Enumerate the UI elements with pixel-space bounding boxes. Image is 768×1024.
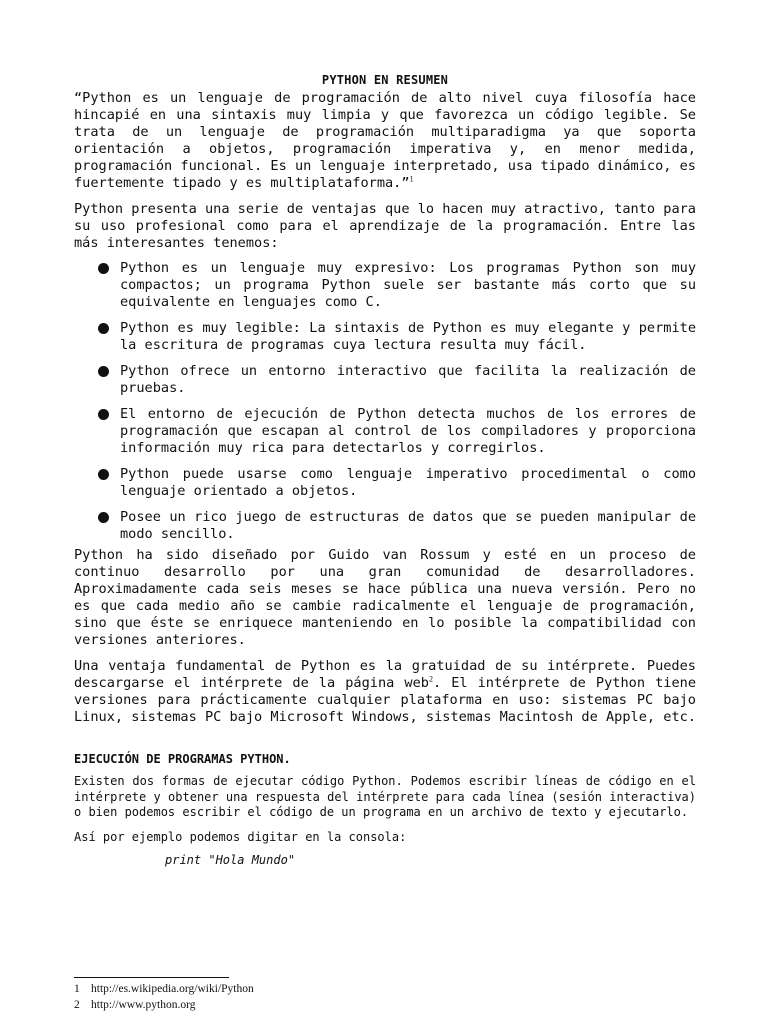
list-item-text: Python es muy legible: La sintaxis de Python es muy elegante y permite la escritura de programas cuya lectura resulta muy fácil.	[120, 320, 696, 353]
footnote-number: 2	[74, 998, 80, 1011]
bullet-icon	[98, 323, 109, 334]
bullet-icon	[98, 409, 109, 420]
list-item-text: El entorno de ejecución de Python detecta muchos de los errores de programación que escapan al control de los compiladores y proporciona información muy rica para detectarlos y corregirlos.	[120, 406, 696, 456]
bullet-icon	[98, 512, 109, 523]
page-title: PYTHON EN RESUMEN	[321, 73, 449, 87]
code-example: print "Hola Mundo"	[165, 853, 296, 867]
bullet-icon	[98, 366, 109, 377]
execution-paragraph: Existen dos formas de ejecutar código Python. Podemos escribir líneas de código en el intérprete y obtener una respuesta del intérprete para cada línea (sesión interactiva) o bien podemos escribir el código de un programa en un archivo de texto y ejecutarlo.	[74, 774, 696, 819]
list-item	[74, 260, 696, 311]
footnotes	[74, 982, 254, 1013]
list-item	[74, 509, 696, 543]
list-item-text: Posee un rico juego de estructuras de datos que se pueden manipular de modo sencillo.	[120, 509, 696, 542]
bullet-icon	[98, 263, 109, 274]
list-item	[74, 406, 696, 457]
list-item	[74, 466, 696, 500]
footnote-link-1: http://es.wikipedia.org/wiki/Python	[91, 983, 254, 995]
footnote-number: 1	[74, 983, 80, 995]
free-interpreter-paragraph	[74, 658, 696, 726]
advantages-intro-paragraph: Python presenta una serie de ventajas que lo hacen muy atractivo, tanto para su uso profesional como para el aprendizaje de la programación. Entre las más interesantes tenemos:	[74, 201, 696, 251]
footnote-1	[74, 982, 254, 998]
document-body	[74, 72, 696, 868]
free-paragraph-text-2: . El intérprete de Python tiene versiones para prácticamente cualquier plataforma en uso: sistemas PC bajo Linux, sistemas PC bajo Microsoft Windows, sistemas Macintosh de Apple, etc.	[74, 675, 697, 725]
section-heading: EJECUCIÓN DE PROGRAMAS PYTHON.	[74, 752, 291, 766]
footnote-link-2: http://www.python.org	[91, 998, 196, 1011]
list-item-text: Python es un lenguaje muy expresivo: Los programas Python son muy compactos; un programa Python suele ser bastante más corto que su equivalente en lenguajes como C.	[120, 260, 696, 310]
list-item	[74, 363, 696, 397]
list-item-text: Python puede usarse como lenguaje imperativo procedimental o como lenguaje orientado a objetos.	[120, 466, 696, 499]
footnote-divider	[74, 977, 229, 978]
history-paragraph: Python ha sido diseñado por Guido van Rossum y esté en un proceso de continuo desarrollo por una gran comunidad de desarrolladores. Aproximadamente cada seis meses se hace pública una nueva versión. Pero no es que cada medio año se cambie radicalmente el lenguaje de programación, sino que éste se enriquece manteniendo en lo posible la compatibilidad con versiones anteriores.	[74, 547, 696, 648]
intro-quote-text: “Python es un lenguaje de programación de alto nivel cuya filosofía hace hincapié en una sintaxis muy limpia y que favorezca un código legible. Se trata de un lenguaje de programación multiparadigma ya que soporta orientación a objetos, programación imperativa y, en menor medida, programación funcional. Es un lenguaje interpretado, usa tipado dinámico, es fuertemente tipado y es multiplataforma.”	[74, 90, 696, 191]
free-paragraph-text-1: Una ventaja fundamental de Python es la gratuidad de su intérprete. Puedes descargarse el intérprete de la página web	[74, 658, 696, 691]
footnote-ref-1: 1	[409, 174, 414, 184]
intro-quote-paragraph	[74, 90, 696, 192]
list-item-text: Python ofrece un entorno interactivo que facilita la realización de pruebas.	[120, 363, 696, 396]
advantages-list	[74, 260, 696, 543]
footnote-2	[74, 998, 254, 1014]
footnote-ref-2: 2	[428, 674, 433, 684]
example-intro: Así por ejemplo podemos digitar en la consola:	[74, 829, 407, 844]
bullet-icon	[98, 469, 109, 480]
list-item	[74, 320, 696, 354]
